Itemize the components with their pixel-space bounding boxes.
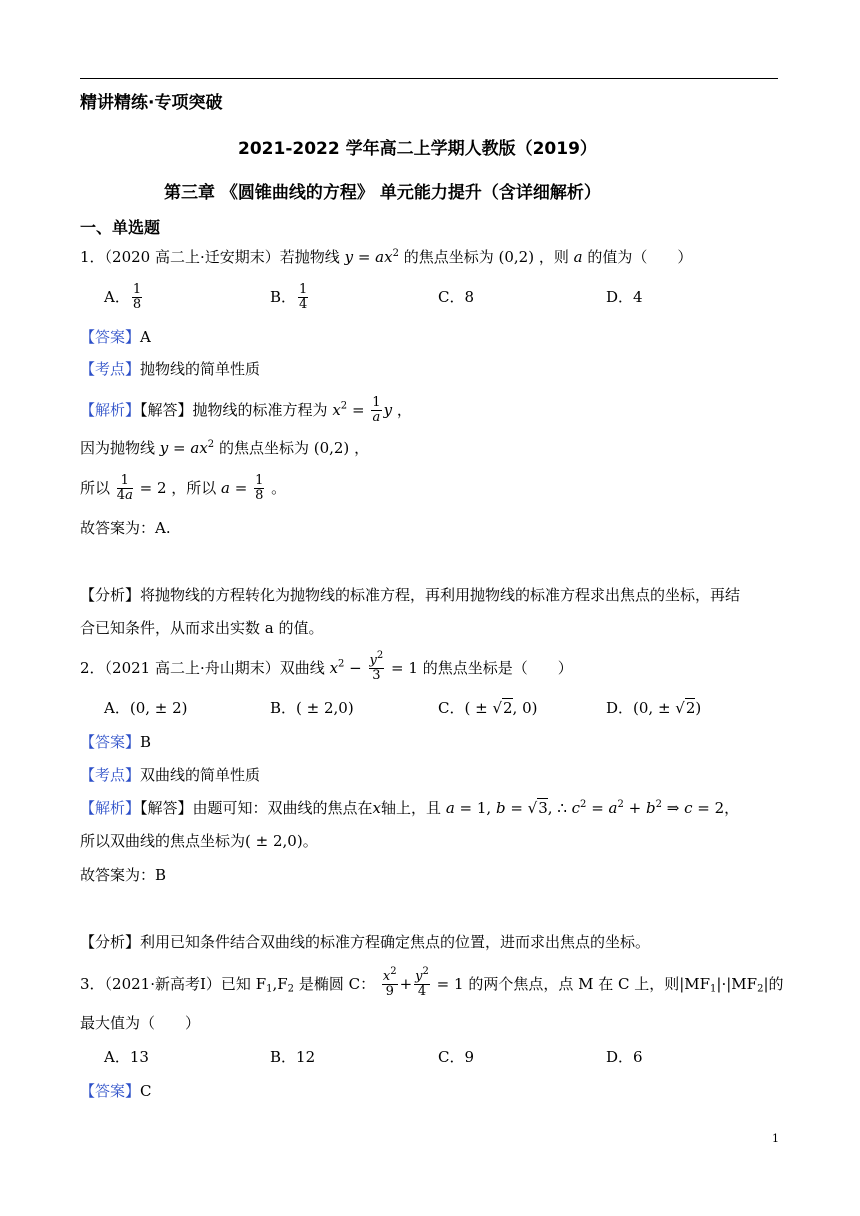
option-b: B．( ± 2,0)	[270, 699, 354, 717]
explain-line: 【解析】【解答】由题可知：双曲线的焦点在x轴上，且 a = 1, b = √3, ∴ $c^2 = a^2 + b^2$ ⇒ c = 2，	[80, 799, 740, 817]
option-d: D．(0, ± √2)	[606, 699, 702, 717]
option-d: D．6	[606, 1048, 643, 1066]
option-b: B．12	[270, 1048, 316, 1066]
doc-title-line2: 第三章 《圆锥曲线的方程》 单元能力提升（含详细解析）	[164, 183, 601, 203]
explain-line-3: 所以 $\frac{1}{4a}$ = 2 ，所以 a = $\frac{1}{8}$ 。	[80, 473, 287, 503]
point-line: 【考点】抛物线的简单性质	[80, 360, 261, 378]
answer-line: 【答案】C	[80, 1082, 152, 1100]
question-2-stem: 2．（2021 高二上·舟山期末）双曲线 $x^2$ − $\frac{y^2}{3}$ = 1 的焦点坐标是（ ）	[80, 650, 573, 683]
question-number: 1．	[80, 248, 105, 266]
analysis-line-1: 【分析】将抛物线的方程转化为抛物线的标准方程，再利用抛物线的标准方程求出焦点的坐标，再结	[80, 586, 741, 604]
series-title: 精讲精练·专项突破	[80, 93, 223, 113]
question-3-stem-line2: 最大值为（ ）	[80, 1014, 201, 1032]
conclusion: 故答案为：A.	[80, 519, 171, 537]
point-line: 【考点】双曲线的简单性质	[80, 766, 261, 784]
option-d: D．4	[606, 288, 643, 306]
option-c: C．8	[438, 288, 475, 306]
option-c: C．9	[438, 1048, 475, 1066]
explain-line-2: 因为抛物线 $y = ax^2$ 的焦点坐标为 (0,2) ，	[80, 439, 370, 457]
option-b: B． $\frac{1}{4}$	[270, 282, 308, 312]
analysis-line: 【分析】利用已知条件结合双曲线的标准方程确定焦点的位置，进而求出焦点的坐标。	[80, 933, 651, 951]
page-number: 1	[772, 1132, 779, 1145]
question-3-stem: 3．（2021·新高考Ⅰ）已知 $F_1,F_2$ 是椭圆 C： $\frac{x^2}{9}$ + $\frac{y^2}{4}$ = 1 的两个焦点，点 M 在 C 上，则$|MF_1|\cdot|MF_2|$的	[80, 966, 784, 999]
option-a: A．(0, ± 2)	[104, 699, 188, 717]
header-rule	[80, 78, 778, 79]
section-heading: 一、单选题	[80, 218, 161, 237]
question-1-stem: 1．（2020 高二上·迁安期末）若抛物线 $y = ax^2$ 的焦点坐标为 (0,2) ，则 a 的值为（ ）	[80, 248, 693, 266]
answer-line: 【答案】B	[80, 733, 152, 751]
explain-line-2: 所以双曲线的焦点坐标为( ± 2,0)。	[80, 832, 318, 850]
option-c: C．( ± √2, 0)	[438, 699, 538, 717]
option-a: A．13	[104, 1048, 149, 1066]
explain-line: 【解析】【解答】抛物线的标准方程为 $x^2$ = $\frac{1}{a}$ y ，	[80, 395, 412, 425]
doc-title-line1: 2021-2022 学年高二上学期人教版（2019）	[238, 139, 597, 159]
conclusion: 故答案为：B	[80, 866, 167, 884]
analysis-line-2: 合已知条件，从而求出实数 a 的值。	[80, 619, 324, 637]
answer-line: 【答案】A	[80, 328, 151, 346]
question-source: （2020 高二上·迁安期末）	[104, 248, 280, 266]
option-a: A． $\frac{1}{8}$	[104, 282, 142, 312]
